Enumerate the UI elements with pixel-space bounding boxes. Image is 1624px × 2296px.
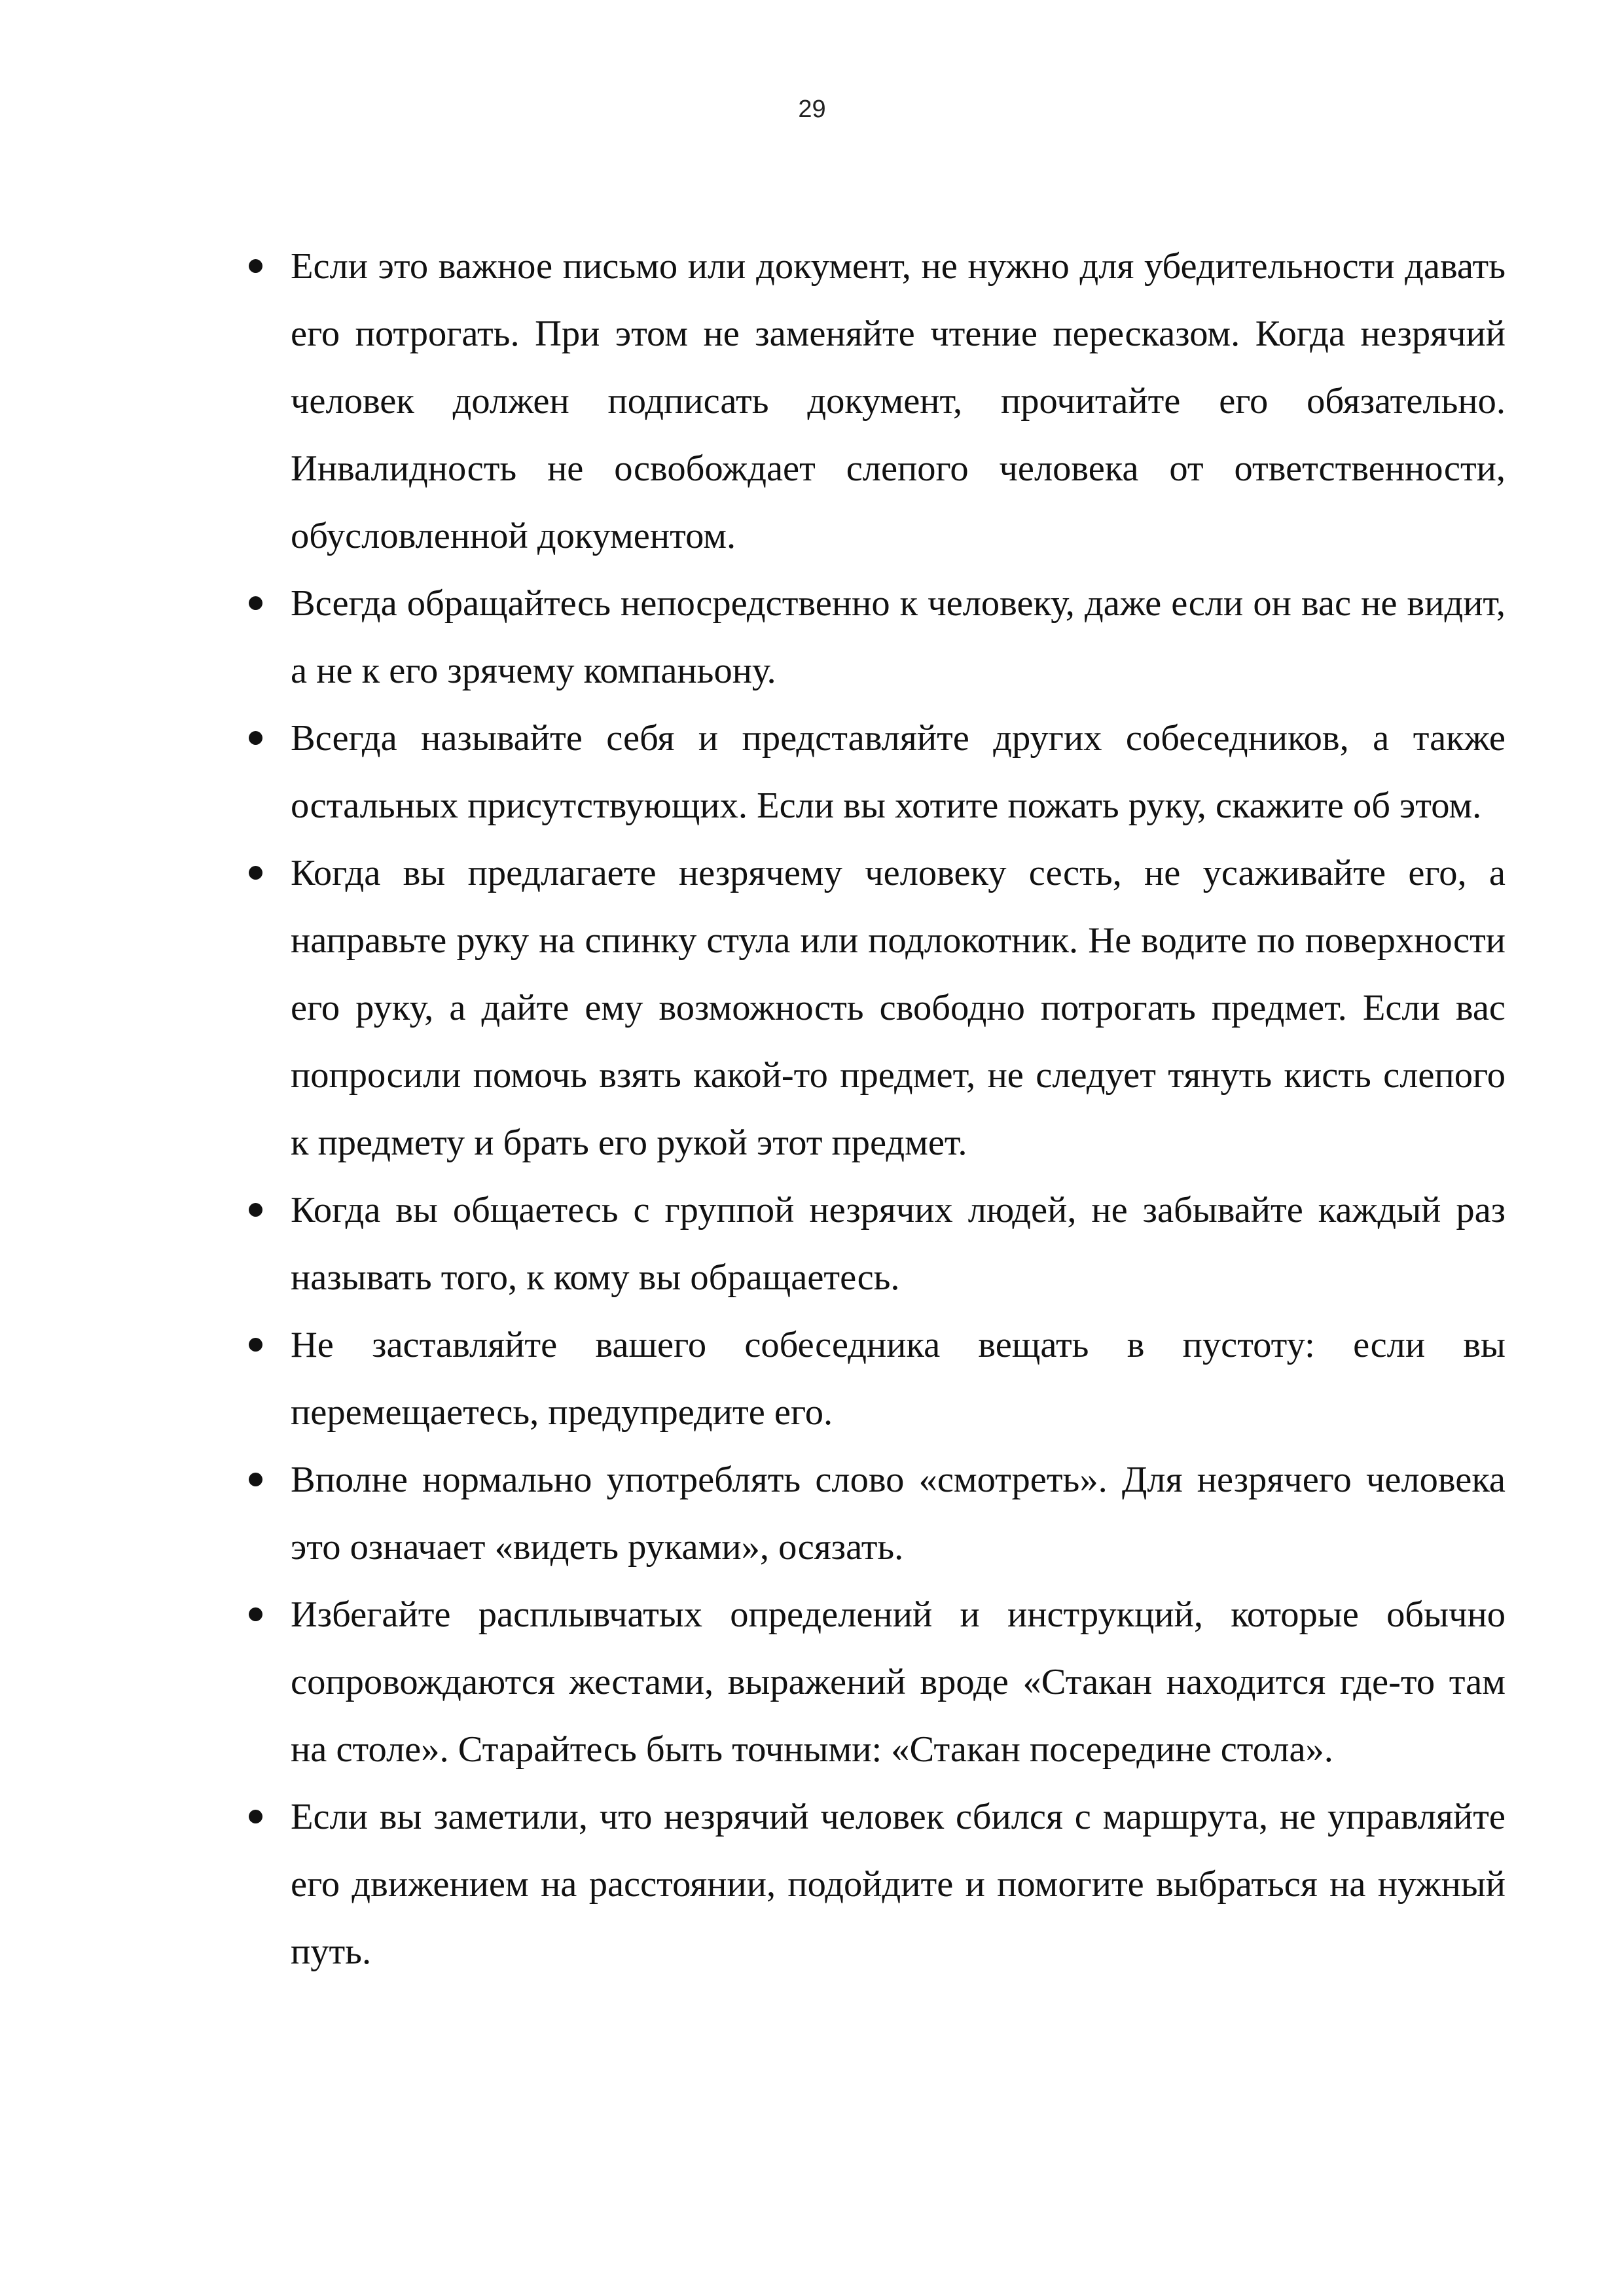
list-item [291,1446,1506,1581]
bullet-icon [249,259,262,273]
list-item [291,840,1506,1177]
page-number: 29 [798,96,826,123]
bullet-icon [249,1338,262,1352]
bullet-icon [249,1203,262,1217]
bullet-icon [249,866,262,880]
bullet-icon [249,731,262,745]
list-item-text: Если вы заметили, что незрячий человек сбился с маршрута, не управляйте его движением на расстоянии, подойдите и помогите выбраться на нужный путь. [291,1797,1506,1972]
list-item-text: Вполне нормально употреблять слово «смотреть». Для незрячего человека это означает «видеть руками», осязать. [291,1460,1506,1568]
list-item-text: Не заставляйте вашего собеседника вещать в пустоту: если вы перемещаетесь, предупредите его. [291,1325,1506,1433]
list-item-text: Всегда называйте себя и представляйте других собеседников, а также остальных присутствующих. Если вы хотите пожать руку, скажите об этом. [291,718,1506,826]
list-item-text: Избегайте расплывчатых определений и инструкций, которые обычно сопровождаются жестами, выражений вроде «Стакан находится где-то там на столе». Старайтесь быть точными: «Стакан посередине стола». [291,1594,1506,1770]
list-item-text: Всегда обращайтесь непосредственно к человеку, даже если он вас не видит, а не к его зрячему компаньону. [291,583,1506,691]
bullet-list [291,233,1506,1986]
list-item [291,705,1506,840]
list-item [291,1312,1506,1446]
list-item [291,1784,1506,1986]
list-item-text: Когда вы предлагаете незрячему человеку сесть, не усаживайте его, а направьте руку на спинку стула или подлокотник. Не водите по поверхности его руку, а дайте ему возможность свободно потрогать предмет. Если вас попросили помочь взять какой-то предмет, не следует тянуть кисть слепого к предмету и брать его рукой этот предмет. [291,853,1506,1163]
bullet-icon [249,1607,262,1621]
bullet-icon [249,596,262,610]
list-item-text: Если это важное письмо или документ, не нужно для убедительности давать его потрогать. При этом не заменяйте чтение пересказом. Когда незрячий человек должен подписать документ, прочитайте его обязательно. Инвалидность не освобождает слепого человека от ответственности, обусловленной документом. [291,246,1506,556]
list-item-text: Когда вы общаетесь с группой незрячих людей, не забывайте каждый раз называть того, к кому вы обращаетесь. [291,1190,1506,1298]
list-item [291,570,1506,705]
bullet-icon [249,1473,262,1486]
list-item [291,1177,1506,1312]
list-item [291,233,1506,570]
bullet-icon [249,1810,262,1823]
list-item [291,1581,1506,1784]
